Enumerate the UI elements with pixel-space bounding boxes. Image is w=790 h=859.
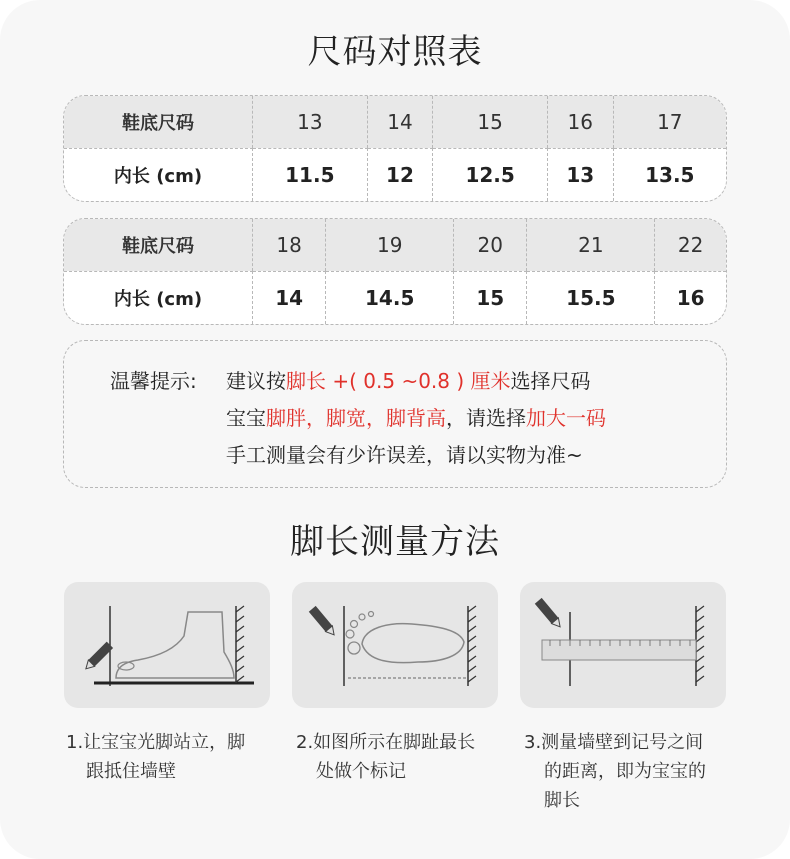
table-row-lengths — [64, 271, 726, 324]
step-2-text — [296, 728, 502, 786]
length-label: 内长 (cm) — [64, 271, 253, 324]
step-line: 处做个标记 — [316, 761, 406, 782]
step-2-illustration — [292, 582, 498, 708]
step-line: 的距离，即为宝宝的 — [544, 761, 706, 782]
length-cell: 11.5 — [253, 148, 368, 201]
size-cell: 21 — [527, 219, 655, 271]
tip-text: ，请选择 — [446, 406, 526, 430]
tip-line-1 — [226, 365, 591, 394]
size-cell: 14 — [368, 96, 434, 148]
size-label: 鞋底尺码 — [64, 96, 253, 148]
length-cell: 14.5 — [326, 271, 454, 324]
tip-line-3: 手工测量会有少许误差，请以实物为准~ — [226, 443, 583, 467]
step-line: 2.如图所示在脚趾最长 — [296, 732, 476, 753]
length-label: 内长 (cm) — [64, 148, 253, 201]
length-cell: 16 — [655, 271, 726, 324]
tip-text: 建议按 — [226, 369, 286, 393]
step-3-illustration — [520, 582, 726, 708]
page-title: 尺码对照表 — [307, 32, 483, 72]
size-cell: 20 — [454, 219, 527, 271]
size-table-1 — [63, 95, 727, 202]
length-cell: 12 — [368, 148, 434, 201]
size-table-2 — [63, 218, 727, 325]
step-1-illustration — [64, 582, 270, 708]
size-cell: 22 — [655, 219, 726, 271]
length-cell: 15 — [454, 271, 527, 324]
length-cell: 15.5 — [527, 271, 655, 324]
tip-text: 选择尺码 — [510, 369, 591, 393]
tip-line-2 — [226, 402, 606, 431]
tip-box — [63, 340, 727, 488]
length-cell: 13.5 — [614, 148, 726, 201]
size-cell: 18 — [253, 219, 326, 271]
footprint-icon — [292, 582, 498, 708]
tip-highlight: 脚胖，脚宽，脚背高 — [266, 406, 446, 430]
step-3-text — [524, 728, 730, 815]
length-cell: 13 — [548, 148, 614, 201]
method-title: 脚长测量方法 — [290, 522, 500, 562]
tip-text: 宝宝 — [226, 406, 266, 430]
ruler-icon — [520, 582, 726, 708]
step-1-text — [66, 728, 272, 786]
tip-highlight: 加大一码 — [526, 406, 606, 430]
size-cell: 19 — [326, 219, 454, 271]
size-cell: 15 — [433, 96, 548, 148]
size-cell: 17 — [614, 96, 726, 148]
foot-side-icon — [64, 582, 270, 708]
tip-prefix: 温馨提示: — [110, 369, 197, 393]
step-line: 3.测量墙壁到记号之间 — [524, 732, 704, 753]
step-line: 1.让宝宝光脚站立，脚 — [66, 732, 246, 753]
tip-highlight: 脚长 +( 0.5 ~0.8 ) 厘米 — [286, 369, 511, 393]
table-row-sizes — [64, 219, 726, 271]
size-cell: 13 — [253, 96, 368, 148]
table-row-sizes — [64, 96, 726, 148]
length-cell: 14 — [253, 271, 326, 324]
step-line: 跟抵住墙壁 — [86, 761, 176, 782]
length-cell: 12.5 — [433, 148, 548, 201]
size-cell: 16 — [548, 96, 614, 148]
step-line: 脚长 — [544, 790, 580, 811]
size-label: 鞋底尺码 — [64, 219, 253, 271]
table-row-lengths — [64, 148, 726, 201]
